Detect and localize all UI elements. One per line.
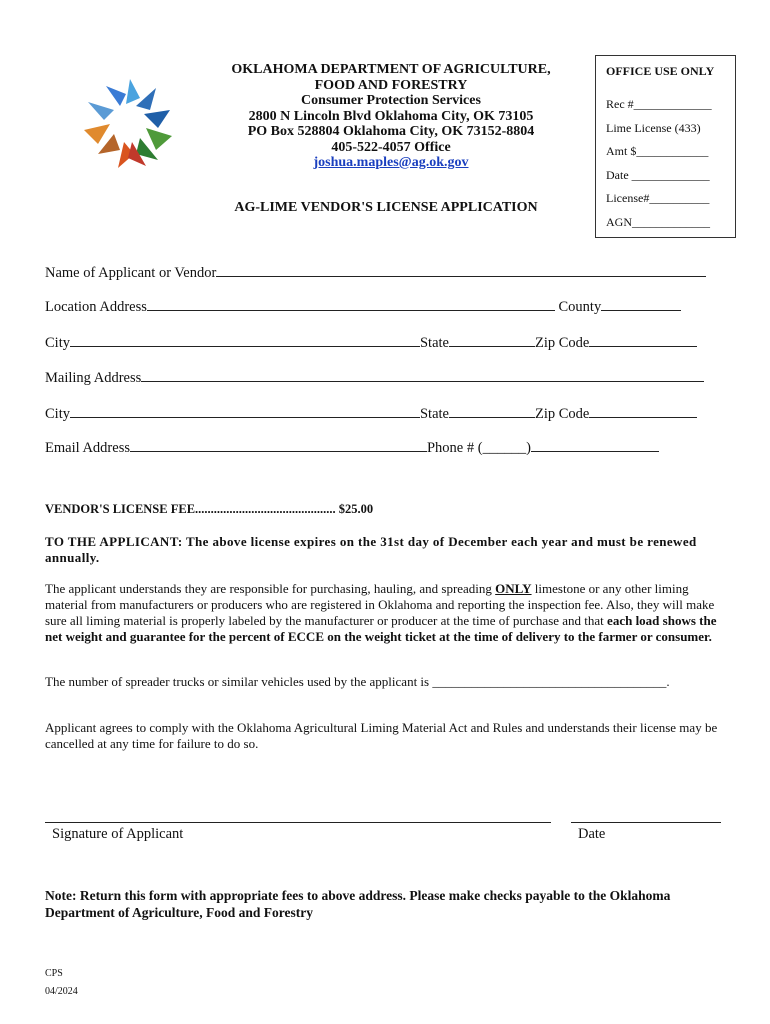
state-input-line[interactable] <box>449 345 535 347</box>
location-input-line[interactable] <box>147 309 555 311</box>
date-signature-line[interactable] <box>571 822 721 823</box>
resp-bold: each load shows the net weight and guarantee for the percent of ECCE on the weight ticket at the time of delivery to the farmer or consumer. <box>45 613 717 644</box>
fee-amount: $25.00 <box>338 502 374 516</box>
license-fee-line <box>45 502 373 517</box>
mailing-row <box>45 370 704 387</box>
agency-header <box>196 62 586 171</box>
email-phone-row <box>45 440 659 457</box>
city-label: City <box>45 335 70 351</box>
lime-license-field: Lime License (433) <box>606 120 701 135</box>
name-input-line[interactable] <box>216 275 706 277</box>
zip-input-line-2[interactable] <box>589 416 697 418</box>
date-label: Date <box>578 826 606 842</box>
county-input-line[interactable] <box>601 309 681 311</box>
return-note: Note: Return this form with appropriate fees to above address. Please make checks payable to the Oklahoma Department of Agriculture, Food and Forestry <box>45 888 671 920</box>
signature-label: Signature of Applicant <box>52 826 184 842</box>
city-input-line[interactable] <box>70 345 420 347</box>
form-title: AG-LIME VENDOR'S LICENSE APPLICATION <box>234 200 538 215</box>
location-row <box>45 299 681 316</box>
city-row-2 <box>45 406 697 423</box>
license-field: License#__________ <box>606 191 710 205</box>
zip-label-2: Zip Code <box>534 406 590 422</box>
state-label-2: State <box>419 406 449 422</box>
rec-field: Rec #_____________ <box>606 97 712 111</box>
contact-email-link[interactable]: joshua.maples@ag.ok.gov <box>313 155 469 170</box>
office-use-title: OFFICE USE ONLY <box>606 64 715 78</box>
email-input-line[interactable] <box>130 450 427 452</box>
name-label: Name of Applicant or Vendor <box>45 265 217 281</box>
applicant-notice: TO THE APPLICANT: The above license expires on the 31st day of December each year and must be renewed annually. <box>45 534 697 565</box>
odaff-star-logo <box>78 72 178 172</box>
mailing-label: Mailing Address <box>45 370 142 386</box>
trucks-line: The number of spreader trucks or similar vehicles used by the applicant is ____________________________________. <box>45 674 670 689</box>
mailing-input-line[interactable] <box>141 380 704 382</box>
resp-text-2: limestone or any other liming material from manufacturers or producers who are registered in Oklahoma and reporting the inspection fee. Also, they will make sure all liming material is properly labeled by the manufacturer or producer at the time of purchase and that <box>45 581 715 628</box>
address-line2: PO Box 528804 Oklahoma City, OK 73152-8804 <box>247 124 535 139</box>
date-field: Date _____________ <box>606 167 710 182</box>
zip-input-line[interactable] <box>589 345 697 347</box>
responsibility-paragraph <box>45 581 727 645</box>
city-label-2: City <box>45 406 70 422</box>
state-label: State <box>419 335 449 351</box>
email-label: Email Address <box>45 440 130 456</box>
name-row <box>45 265 706 282</box>
signature-line[interactable] <box>45 822 551 823</box>
division: Consumer Protection Services <box>301 93 481 108</box>
office-phone: 405-522-4057 Office <box>331 139 451 155</box>
agency-line1: OKLAHOMA DEPARTMENT OF AGRICULTURE, <box>231 62 551 77</box>
agency-line2: FOOD AND FORESTRY <box>314 77 468 93</box>
footer-revision: 04/2024 <box>45 986 78 997</box>
resp-text-1: The applicant understands they are responsible for purchasing, hauling, and spreading <box>45 581 496 596</box>
location-label: Location Address <box>45 299 147 315</box>
agreement-paragraph: Applicant agrees to comply with the Oklahoma Agricultural Liming Material Act and Rules and understands their license may be cancelled at any time for failure to do so. <box>45 720 718 751</box>
county-label: County <box>558 299 602 315</box>
phone-label: Phone # (______) <box>426 440 531 456</box>
office-use-box <box>595 55 736 238</box>
address-line1: 2800 N Lincoln Blvd Oklahoma City, OK 73105 <box>248 108 534 124</box>
city-input-line-2[interactable] <box>70 416 420 418</box>
state-input-line-2[interactable] <box>449 416 535 418</box>
resp-only: ONLY <box>495 581 532 596</box>
phone-input-line[interactable] <box>531 450 659 452</box>
amt-field: Amt $____________ <box>606 144 709 158</box>
footer-code: CPS <box>45 968 63 979</box>
agn-field: AGN_____________ <box>606 214 710 229</box>
zip-label: Zip Code <box>534 335 590 351</box>
city-row-1 <box>45 335 697 352</box>
fee-label: VENDOR'S LICENSE FEE............................................. <box>45 502 336 516</box>
